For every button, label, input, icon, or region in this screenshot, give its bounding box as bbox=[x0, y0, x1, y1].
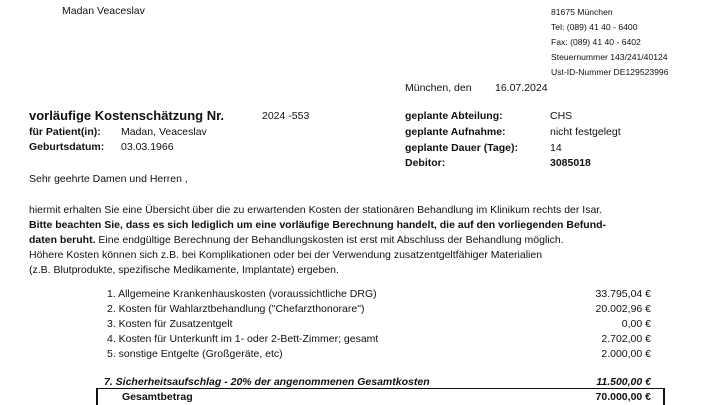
cost-item-2-amount: 20.002,96 € bbox=[595, 303, 651, 315]
body-line-3-rest: Eine endgültige Berechnung der Behandlungskosten ist erst mit Abschluss der Behandlung möglich. bbox=[95, 234, 564, 246]
cost-item-1-label: 1. Allgemeine Krankenhauskosten (voraussichtliche DRG) bbox=[107, 288, 377, 300]
total-label: Gesamtbetrag bbox=[122, 391, 193, 403]
body-line-1: hiermit erhalten Sie eine Übersicht über die zu erwartenden Kosten der stationären Behandlung im Klinikum rechts der Isar. bbox=[29, 204, 603, 216]
body-line-5: (z.B. Blutprodukte, spezifische Medikamente, Implantate) ergeben. bbox=[29, 264, 339, 276]
surcharge-label: 7. Sicherheitsaufschlag - 20% der angenommenen Gesamtkosten bbox=[104, 376, 430, 388]
total-rule bbox=[96, 388, 665, 389]
salutation: Sehr geehrte Damen und Herren , bbox=[29, 173, 188, 185]
body-line-2: Bitte beachten Sie, dass es sich lediglich um eine vorläufige Berechnung handelt, die auf den vorliegenden Befund- bbox=[29, 219, 607, 231]
estimate-title: vorläufige Kostenschätzung Nr. bbox=[29, 108, 225, 123]
cost-item-1-amount: 33.795,04 € bbox=[595, 288, 651, 300]
patient-name: Madan, Veaceslav bbox=[121, 126, 207, 138]
birth-date: 03.03.1966 bbox=[121, 141, 174, 153]
cost-item-4-amount: 2.702,00 € bbox=[601, 333, 651, 345]
cost-item-5-amount: 2.000,00 € bbox=[601, 348, 651, 360]
fax: Fax: (089) 41 40 - 6402 bbox=[551, 37, 641, 47]
cost-item-2-label: 2. Kosten für Wahlarztbehandlung ("Chefarzthonorare") bbox=[107, 303, 365, 315]
planned-admission-label: geplante Aufnahme: bbox=[405, 126, 506, 138]
telephone: Tel: (089) 41 40 - 6400 bbox=[551, 22, 638, 32]
cost-item-4-label: 4. Kosten für Unterkunft im 1- oder 2-Bett-Zimmer; gesamt bbox=[107, 333, 379, 345]
total-right-border bbox=[663, 388, 665, 405]
planned-admission-value: nicht festgelegt bbox=[550, 126, 621, 138]
cost-item-5-label: 5. sonstige Entgelte (Großgeräte, etc) bbox=[107, 348, 283, 360]
total-left-border bbox=[96, 388, 98, 405]
body-line-3-bold: daten beruht. bbox=[29, 234, 96, 246]
debtor-label: Debitor: bbox=[405, 157, 446, 169]
planned-department-label: geplante Abteilung: bbox=[405, 110, 503, 122]
cost-item-3-amount: 0,00 € bbox=[621, 318, 651, 330]
planned-department-value: CHS bbox=[550, 110, 573, 122]
body-line-4: Höhere Kosten können sich z.B. bei Komplikationen oder bei der Verwendung zusatzentgeltfähiger Materialien bbox=[29, 249, 543, 261]
estimate-number: 2024 -553 bbox=[262, 110, 310, 122]
cost-item-3-label: 3. Kosten für Zusatzentgelt bbox=[107, 318, 233, 330]
letter-date: 16.07.2024 bbox=[495, 82, 548, 94]
patient-label: für Patient(in): bbox=[29, 126, 101, 138]
debtor-value: 3085018 bbox=[550, 157, 591, 169]
tax-number: Steuernummer 143/241/40124 bbox=[551, 52, 668, 62]
planned-duration-label: geplante Dauer (Tage): bbox=[405, 142, 518, 154]
total-amount: 70.000,00 € bbox=[595, 391, 651, 403]
body-line-3 bbox=[29, 234, 564, 246]
sender-name: Madan Veaceslav bbox=[62, 5, 145, 17]
birth-label: Geburtsdatum: bbox=[29, 141, 105, 153]
vat-id: Ust-ID-Nummer DE129523996 bbox=[551, 67, 669, 77]
postal-address: 81675 München bbox=[551, 7, 613, 17]
planned-duration-value: 14 bbox=[550, 142, 562, 154]
place-label: München, den bbox=[405, 82, 472, 94]
surcharge-amount: 11.500,00 € bbox=[596, 376, 651, 388]
